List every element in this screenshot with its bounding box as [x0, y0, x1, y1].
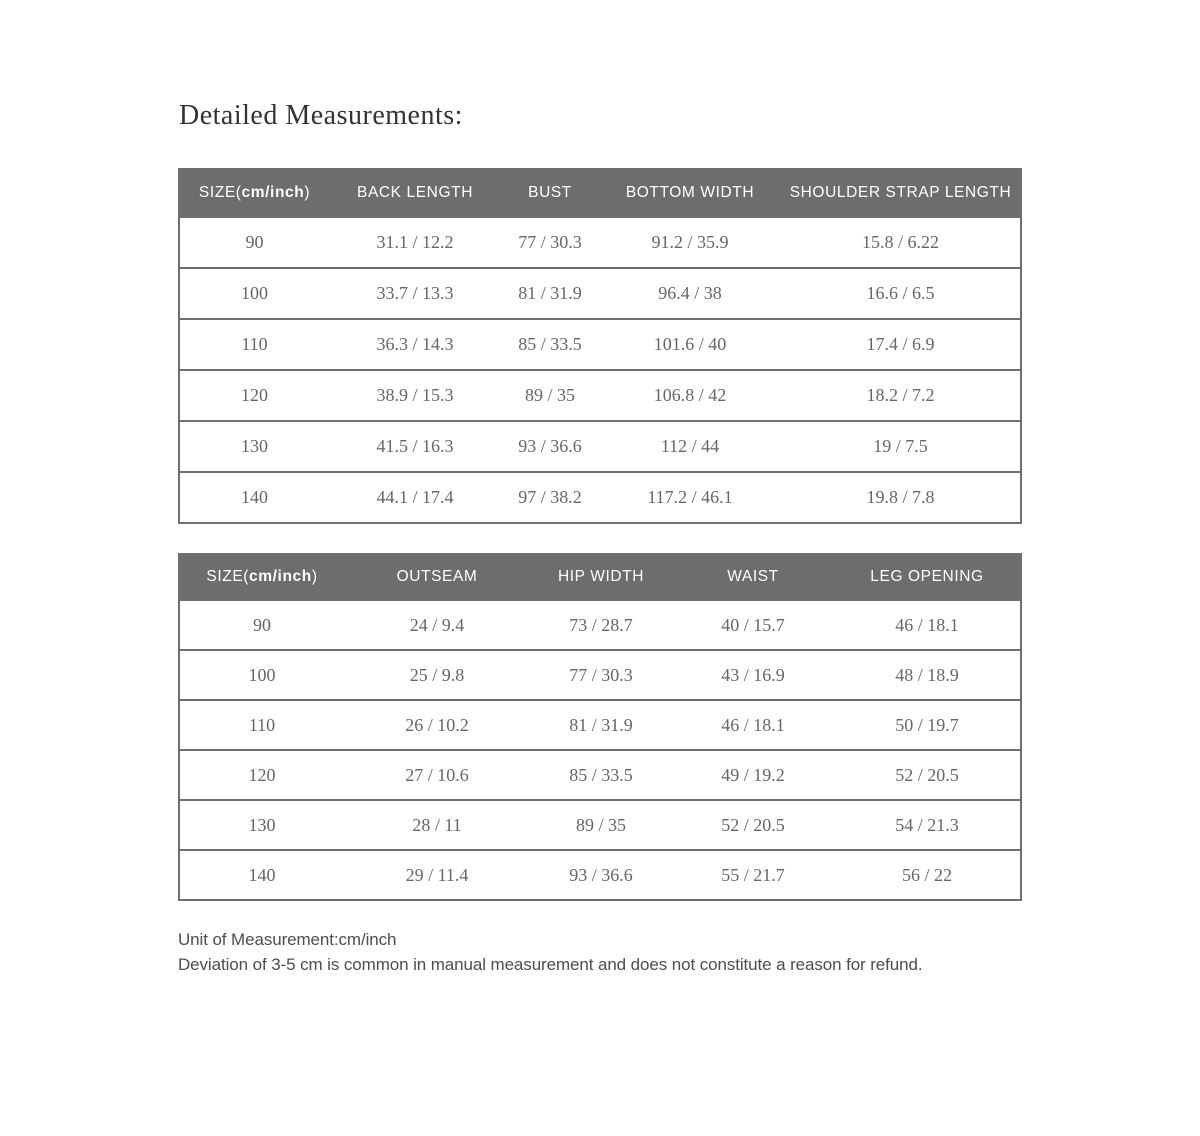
- column-header-bust: BUST: [501, 169, 599, 217]
- column-header-size: [179, 554, 344, 600]
- table-cell: 16.6 / 6.5: [781, 268, 1021, 319]
- table-row: [179, 800, 1021, 850]
- table-cell: 89 / 35: [501, 370, 599, 421]
- table-cell: 106.8 / 42: [599, 370, 781, 421]
- table-cell: 85 / 33.5: [530, 750, 672, 800]
- table-cell: 90: [179, 217, 329, 268]
- table-cell: 48 / 18.9: [834, 650, 1021, 700]
- note-deviation-disclaimer: Deviation of 3-5 cm is common in manual measurement and does not constitute a reason for refund.: [178, 955, 923, 974]
- table-cell: 27 / 10.6: [344, 750, 530, 800]
- table-cell: 140: [179, 850, 344, 900]
- table-cell: 43 / 16.9: [672, 650, 834, 700]
- table-cell: 120: [179, 750, 344, 800]
- table-cell: 38.9 / 15.3: [329, 370, 501, 421]
- table-cell: 100: [179, 268, 329, 319]
- size-label-unit: cm/inch: [249, 568, 312, 585]
- table-header: [179, 169, 1021, 217]
- table-cell: 36.3 / 14.3: [329, 319, 501, 370]
- table-cell: 15.8 / 6.22: [781, 217, 1021, 268]
- column-header-outseam: OUTSEAM: [344, 554, 530, 600]
- column-header-back-length: BACK LENGTH: [329, 169, 501, 217]
- table-cell: 31.1 / 12.2: [329, 217, 501, 268]
- table-cell: 17.4 / 6.9: [781, 319, 1021, 370]
- table-cell: 41.5 / 16.3: [329, 421, 501, 472]
- note-unit-of-measurement: Unit of Measurement:cm/inch: [178, 930, 397, 949]
- table-cell: 29 / 11.4: [344, 850, 530, 900]
- table-cell: 46 / 18.1: [834, 600, 1021, 650]
- size-table-bottom: [178, 553, 1022, 901]
- table-cell: 117.2 / 46.1: [599, 472, 781, 523]
- table-cell: 52 / 20.5: [672, 800, 834, 850]
- table-row: [179, 850, 1021, 900]
- size-table-top: [178, 168, 1022, 524]
- table-row: [179, 268, 1021, 319]
- table-cell: 24 / 9.4: [344, 600, 530, 650]
- table-cell: 28 / 11: [344, 800, 530, 850]
- size-label-unit: cm/inch: [241, 184, 305, 201]
- table-cell: 52 / 20.5: [834, 750, 1021, 800]
- column-header-bottom-width: BOTTOM WIDTH: [599, 169, 781, 217]
- table-cell: 110: [179, 700, 344, 750]
- table-body: [179, 217, 1021, 523]
- table-cell: 89 / 35: [530, 800, 672, 850]
- table-cell: 81 / 31.9: [501, 268, 599, 319]
- table-cell: 112 / 44: [599, 421, 781, 472]
- column-header-size: [179, 169, 329, 217]
- table-cell: 73 / 28.7: [530, 600, 672, 650]
- table-cell: 77 / 30.3: [501, 217, 599, 268]
- table-cell: 54 / 21.3: [834, 800, 1021, 850]
- table-cell: 130: [179, 421, 329, 472]
- table-row: [179, 700, 1021, 750]
- table-cell: 55 / 21.7: [672, 850, 834, 900]
- table-cell: 46 / 18.1: [672, 700, 834, 750]
- table-row: [179, 750, 1021, 800]
- column-header-leg-opening: LEG OPENING: [834, 554, 1021, 600]
- table-body: [179, 600, 1021, 900]
- table-row: [179, 421, 1021, 472]
- page-title: Detailed Measurements:: [179, 100, 463, 131]
- table-cell: 56 / 22: [834, 850, 1021, 900]
- table-header: [179, 554, 1021, 600]
- size-label-suffix: ): [311, 568, 318, 585]
- table-cell: 120: [179, 370, 329, 421]
- table-cell: 33.7 / 13.3: [329, 268, 501, 319]
- table-header-row: [179, 169, 1021, 217]
- size-label-prefix: SIZE(: [206, 568, 250, 585]
- table-cell: 101.6 / 40: [599, 319, 781, 370]
- table-cell: 50 / 19.7: [834, 700, 1021, 750]
- table-cell: 18.2 / 7.2: [781, 370, 1021, 421]
- measurement-notes: [178, 927, 1078, 977]
- table-cell: 93 / 36.6: [530, 850, 672, 900]
- table-cell: 130: [179, 800, 344, 850]
- table-cell: 100: [179, 650, 344, 700]
- table-row: [179, 472, 1021, 523]
- size-label-prefix: SIZE(: [198, 184, 242, 201]
- column-header-hip-width: HIP WIDTH: [530, 554, 672, 600]
- table-cell: 140: [179, 472, 329, 523]
- table-cell: 96.4 / 38: [599, 268, 781, 319]
- table-cell: 90: [179, 600, 344, 650]
- table-cell: 110: [179, 319, 329, 370]
- table-cell: 93 / 36.6: [501, 421, 599, 472]
- table-row: [179, 650, 1021, 700]
- table-cell: 91.2 / 35.9: [599, 217, 781, 268]
- table-header-row: [179, 554, 1021, 600]
- table-cell: 19.8 / 7.8: [781, 472, 1021, 523]
- table-cell: 85 / 33.5: [501, 319, 599, 370]
- table-cell: 44.1 / 17.4: [329, 472, 501, 523]
- table-row: [179, 600, 1021, 650]
- table-row: [179, 370, 1021, 421]
- table-cell: 49 / 19.2: [672, 750, 834, 800]
- table-cell: 97 / 38.2: [501, 472, 599, 523]
- table-cell: 40 / 15.7: [672, 600, 834, 650]
- column-header-waist: WAIST: [672, 554, 834, 600]
- size-label-suffix: ): [304, 184, 311, 201]
- table-cell: 19 / 7.5: [781, 421, 1021, 472]
- table-cell: 25 / 9.8: [344, 650, 530, 700]
- table-cell: 81 / 31.9: [530, 700, 672, 750]
- column-header-shoulder-strap-length: SHOULDER STRAP LENGTH: [781, 169, 1021, 217]
- table-row: [179, 217, 1021, 268]
- table-row: [179, 319, 1021, 370]
- table-cell: 26 / 10.2: [344, 700, 530, 750]
- table-cell: 77 / 30.3: [530, 650, 672, 700]
